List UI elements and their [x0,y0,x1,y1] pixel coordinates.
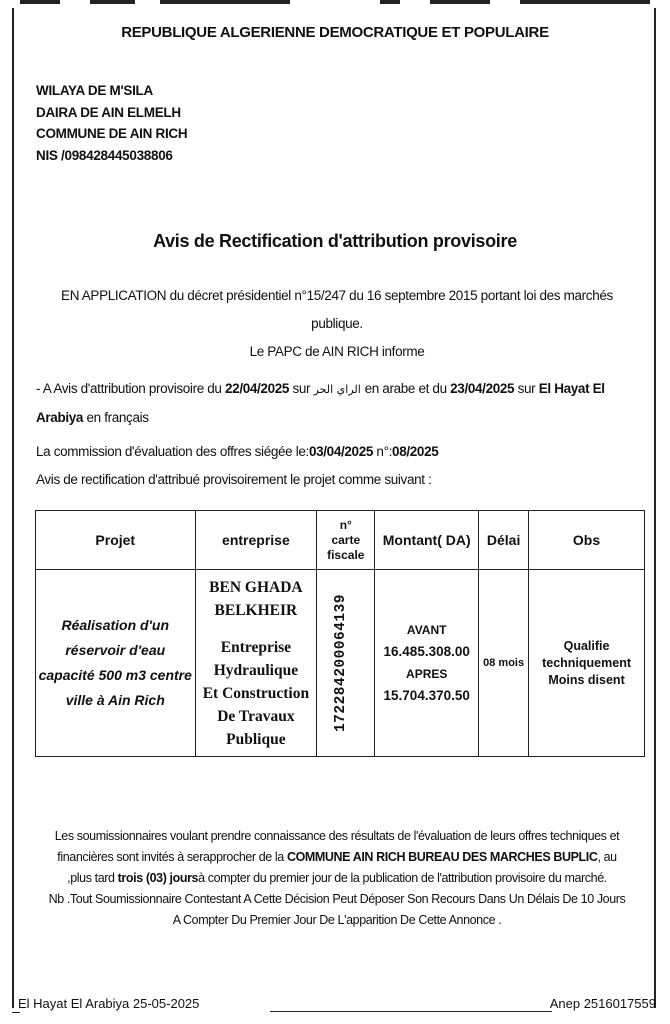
commission-line: La commission d'évaluation des offres siégée le:03/04/2025 n°:08/2025 [36,444,439,459]
attribution-table [35,510,645,757]
notice-title: Avis de Rectification d'attribution provisoire [153,231,517,251]
arabic-newspaper: الراي الحر [313,383,361,396]
application-line: EN APPLICATION du décret présidentiel n°15/247 du 16 septembre 2015 portant loi des marchés [61,288,613,303]
rectification-line: Avis de rectification d'attribué provisoirement le projet comme suivant : [36,472,432,487]
anep-reference: Anep 2516017559 [549,996,656,1011]
cell-projet: Réalisation d'un réservoir d'eau capacité 500 m3 centre ville à Ain Rich [36,570,196,757]
publication-bar [18,996,658,1018]
avis-date-1: 22/04/2025 [225,381,290,396]
commune-line: COMMUNE DE AIN RICH [36,126,188,141]
footer-notice: Les soumissionnaires voulant prendre connaissance des résultats de l'évaluation de leurs offres techniques et financières sont invités à serapprocher de la COMMUNE AIN RICH BUREAU DES MARCHES BUPLIC, au ,plus tard trois (03) joursà compter du premier jour de la publication de l'attribution provisoire du marché. Nb .Tout Soumissionnaire Contestant A Cette Décision Peut Déposer Son Recours Dans Un Délais De 10 Jours A Compter Du Premier Jour De L'apparition De Cette Annonce . [48,829,626,927]
commission-date: 03/04/2025 [308,444,374,459]
publication-source: El Hayat El Arabiya 25-05-2025 [18,996,200,1011]
cell-montant: AVANT 16.485.308.00 APRES 15.704.370.50 [375,570,479,757]
header-entreprise: entreprise [195,511,317,570]
daira-line: DAIRA DE AIN ELMELH [36,104,181,120]
cell-delai: 08 mois [479,570,529,757]
montant-apres: 15.704.370.50 [383,688,470,703]
header-obs: Obs [529,511,645,570]
header-projet: Projet [36,511,196,570]
montant-avant: 16.485.308.00 [383,644,470,659]
deadline-days: trois (03) jours [117,871,199,885]
commission-number: 08/2025 [392,444,439,459]
nis-line: NIS /098428445038806 [36,147,173,163]
french-newspaper: El Hayat El Arabiya [36,381,605,425]
header-delai: Délai [479,511,529,570]
top-border [0,0,670,8]
header-nif: n° carte fiscale [317,511,375,570]
administration-block [36,80,187,166]
avis-date-2: 23/04/2025 [450,381,515,396]
papc-line: Le PAPC de AIN RICH informe [249,344,425,359]
cell-nif [317,570,375,757]
table-row [36,570,645,757]
table-header-row [36,511,645,570]
cell-entreprise: BEN GHADA BELKHEIR Entreprise Hydraulique Et Construction De Travaux Publique [195,570,317,757]
avis-reference: - A Avis d'attribution provisoire du 22/04/2025 sur الراي الحر en arabe et du 23/04/2025 sur El Hayat El Arabiya en français [36,381,605,425]
bureau-marches: COMMUNE AIN RICH BUREAU DES MARCHES BUPLIC [286,850,598,864]
header-montant: Montant( DA) [375,511,479,570]
cell-obs: Qualifie techniquement Moins disent [529,570,645,757]
application-line-2: publique. [311,316,363,331]
wilaya-line: WILAYA DE M'SILA [36,83,153,98]
country-header: REPUBLIQUE ALGERIENNE DEMOCRATIQUE ET POPULAIRE [121,24,549,41]
nif-number: 172284200064139 [333,593,350,733]
